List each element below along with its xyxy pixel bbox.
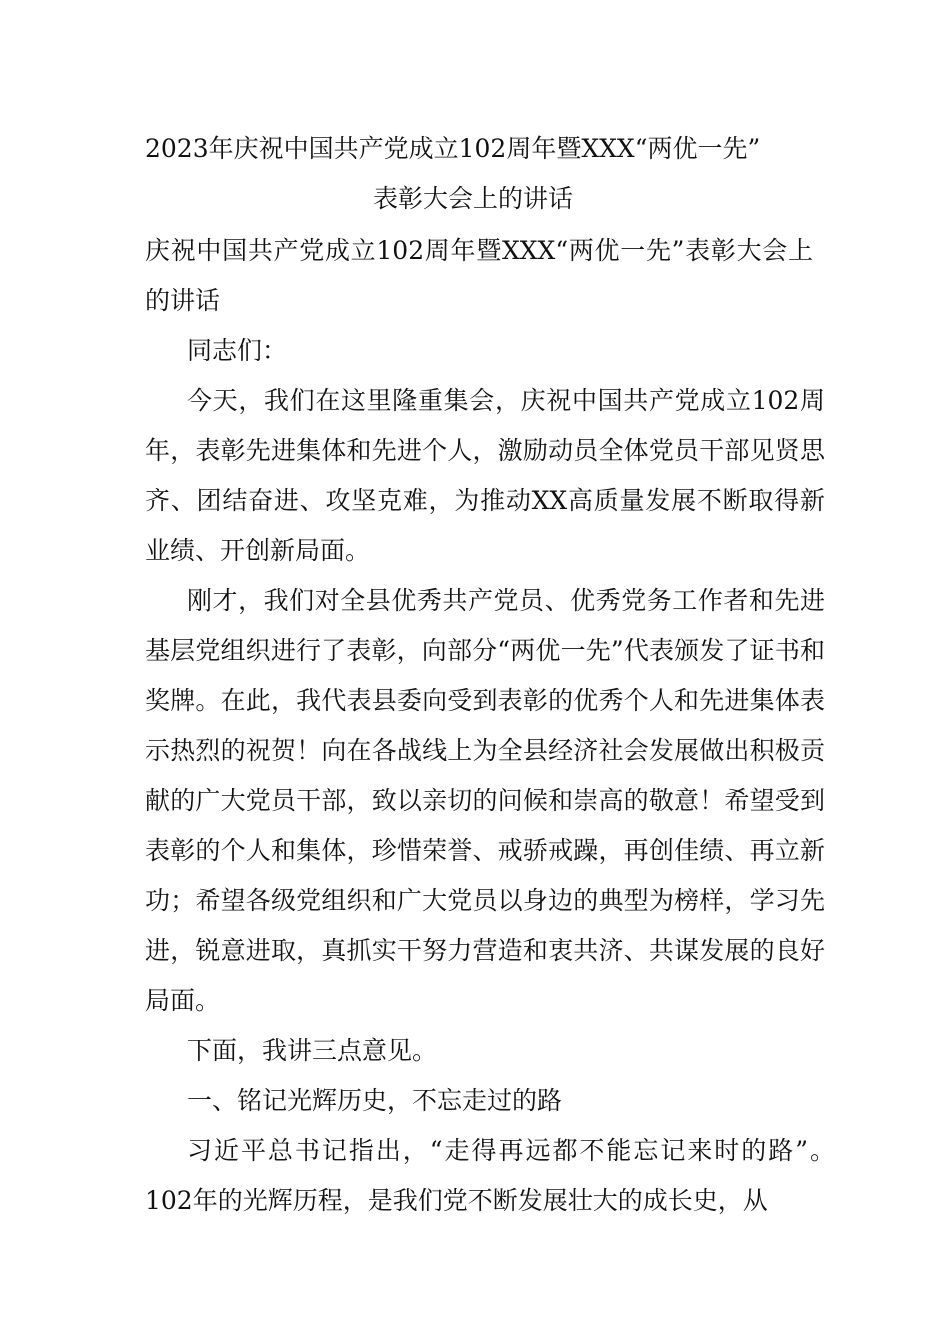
subtitle-text: 庆祝中国共产党成立102周年暨XXX“两优一先”表彰大会上的讲话 xyxy=(145,236,813,315)
section-heading-1 xyxy=(145,1076,825,1126)
document-title-line-2: 表彰大会上的讲话 xyxy=(373,184,574,213)
paragraph-1-text: 今天，我们在这里隆重集会，庆祝中国共产党成立102周年，表彰先进集体和先进个人，激励动员全体党员干部见贤思齐、团结奋进、攻坚克难，为推动XX高质量发展不断取得新业绩、开创新局面。 xyxy=(145,386,825,565)
document-title-line-1: 2023年庆祝中国共产党成立102周年暨XXX“两优一先” xyxy=(145,134,761,163)
paragraph-2 xyxy=(145,576,825,1026)
paragraph-3 xyxy=(145,1026,825,1076)
paragraph-2-text: 刚才，我们对全县优秀共产党员、优秀党务工作者和先进基层党组织进行了表彰，向部分“两优一先”代表颁发了证书和奖牌。在此，我代表县委向受到表彰的优秀个人和先进集体表示热烈的祝贺！向在各战线上为全县经济社会发展做出积极贡献的广大党员干部，致以亲切的问候和崇高的敬意！希望受到表彰的个人和集体，珍惜荣誉、戒骄戒躁，再创佳绩、再立新功；希望各级党组织和广大党员以身边的典型为榜样，学习先进，锐意进取，真抓实干努力营造和衷共济、共谋发展的良好局面。 xyxy=(145,586,825,1015)
paragraph-3-text: 下面，我讲三点意见。 xyxy=(187,1036,438,1065)
paragraph-5-text: 习近平总书记指出，“走得再远都不能忘记来时的路”。102年的光辉历程，是我们党不断发展壮大的成长史，从 xyxy=(145,1136,835,1215)
greeting-paragraph xyxy=(145,326,825,376)
section-heading-1-text: 一、铭记光辉历史，不忘走过的路 xyxy=(187,1086,563,1115)
document-subtitle xyxy=(145,226,813,326)
greeting-text: 同志们： xyxy=(187,336,288,365)
paragraph-5 xyxy=(145,1126,835,1226)
paragraph-1 xyxy=(145,376,825,576)
